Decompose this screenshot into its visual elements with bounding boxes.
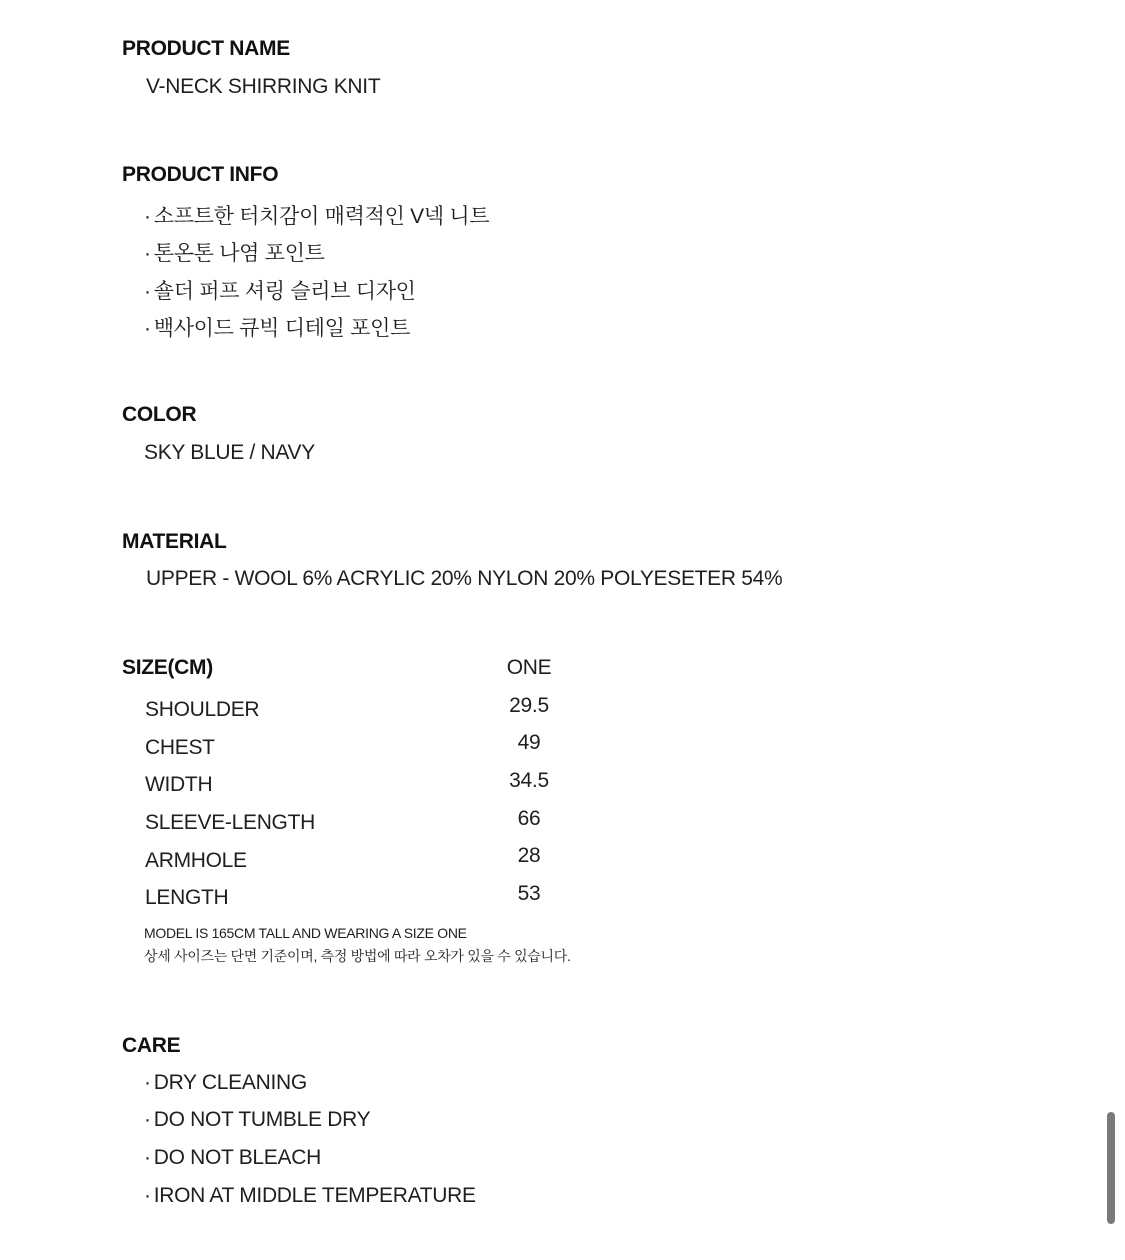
care-item xyxy=(144,1071,307,1095)
color-heading: COLOR xyxy=(122,403,197,426)
size-row-value: 49 xyxy=(517,731,541,754)
care-item-text: DO NOT TUMBLE DRY xyxy=(153,1108,371,1131)
size-row-value: 28 xyxy=(517,844,541,867)
product-name-heading: PRODUCT NAME xyxy=(122,37,290,60)
care-heading: CARE xyxy=(122,1034,181,1057)
product-info-item xyxy=(144,312,410,342)
size-row-value: 29.5 xyxy=(509,694,549,717)
size-row-value: 34.5 xyxy=(509,769,549,792)
material-value: UPPER - WOOL 6% ACRYLIC 20% NYLON 20% POLYESETER 54% xyxy=(146,567,783,590)
care-item-text: DRY CLEANING xyxy=(153,1071,307,1094)
product-info-item-text: 숄더 퍼프 셔링 슬리브 디자인 xyxy=(153,280,416,303)
product-info-item xyxy=(144,200,489,230)
product-info-heading: PRODUCT INFO xyxy=(122,163,279,186)
bullet-icon: · xyxy=(144,242,151,265)
product-info-item-text: 소프트한 터치감이 매력적인 V넥 니트 xyxy=(153,205,490,228)
size-row-label: LENGTH xyxy=(145,886,229,909)
bullet-icon: · xyxy=(144,205,151,228)
size-note-korean: 상세 사이즈는 단면 기준이며, 측정 방법에 따라 오차가 있을 수 있습니다. xyxy=(144,948,571,964)
size-note-english: MODEL IS 165CM TALL AND WEARING A SIZE ONE xyxy=(144,925,467,941)
color-value: SKY BLUE / NAVY xyxy=(144,441,315,464)
vertical-scrollbar[interactable] xyxy=(1107,1112,1115,1224)
care-item-text: DO NOT BLEACH xyxy=(153,1146,321,1169)
bullet-icon: · xyxy=(144,1108,151,1131)
bullet-icon: · xyxy=(144,317,151,340)
size-row-value: 66 xyxy=(517,807,541,830)
product-info-item-text: 백사이드 큐빅 디테일 포인트 xyxy=(153,317,411,340)
product-name-value: V-NECK SHIRRING KNIT xyxy=(146,75,381,98)
size-row-label: SHOULDER xyxy=(145,698,260,721)
product-info-item-text: 톤온톤 나염 포인트 xyxy=(153,242,325,265)
product-info-item xyxy=(144,237,325,267)
size-row-label: SLEEVE-LENGTH xyxy=(145,811,315,834)
size-column-header: ONE xyxy=(506,656,552,679)
bullet-icon: · xyxy=(144,1184,151,1207)
size-heading: SIZE(CM) xyxy=(122,656,213,679)
size-row-value: 53 xyxy=(517,882,541,905)
care-item xyxy=(144,1108,370,1132)
care-item xyxy=(144,1146,321,1170)
care-item-text: IRON AT MIDDLE TEMPERATURE xyxy=(153,1184,476,1207)
care-item xyxy=(144,1184,476,1208)
size-row-label: WIDTH xyxy=(145,773,213,796)
size-row-label: CHEST xyxy=(145,736,215,759)
bullet-icon: · xyxy=(144,1071,151,1094)
material-heading: MATERIAL xyxy=(122,530,227,553)
product-info-item xyxy=(144,275,416,305)
bullet-icon: · xyxy=(144,280,151,303)
size-row-label: ARMHOLE xyxy=(145,849,247,872)
bullet-icon: · xyxy=(144,1146,151,1169)
